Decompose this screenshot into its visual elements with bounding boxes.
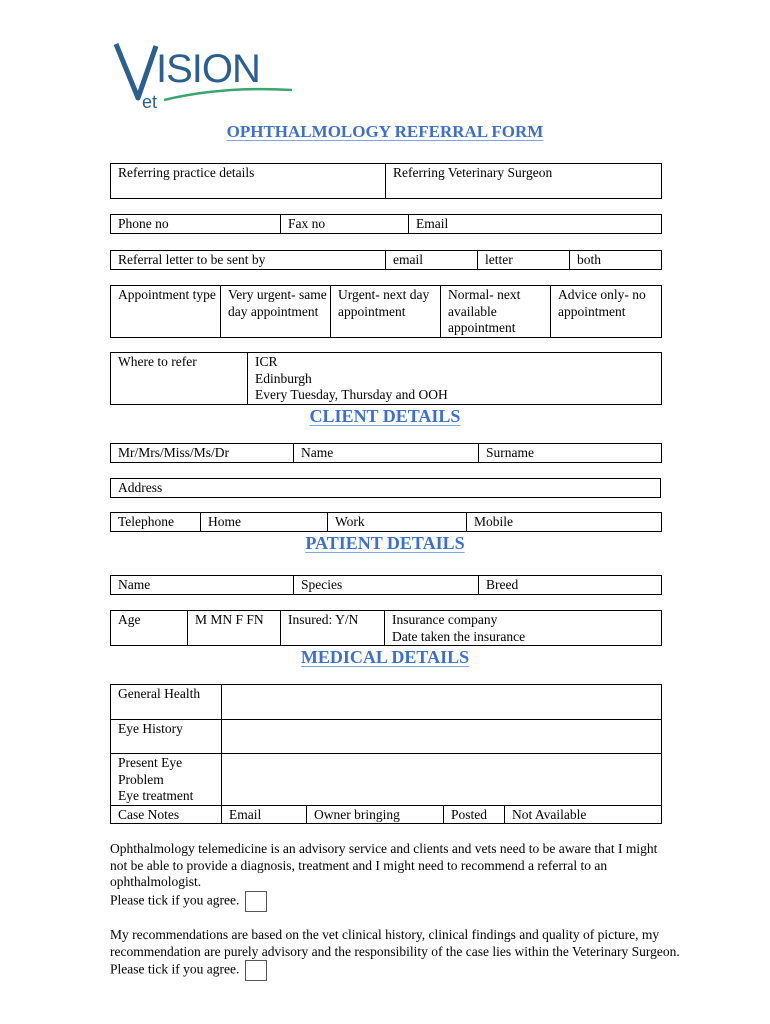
option-email-label: email bbox=[393, 252, 423, 267]
contact-table bbox=[110, 214, 662, 234]
appt-normal[interactable] bbox=[441, 286, 551, 338]
where-line-2: Edinburgh bbox=[255, 370, 312, 386]
patient-sex-field[interactable] bbox=[188, 611, 281, 646]
case-notes-label: Case Notes bbox=[118, 806, 180, 822]
appointment-type-label-cell bbox=[111, 286, 221, 338]
patient-details-heading: PATIENT DETAILS bbox=[305, 533, 465, 553]
letter-option-letter[interactable] bbox=[478, 251, 570, 270]
client-address-table bbox=[110, 478, 661, 498]
client-surname-label: Surname bbox=[486, 445, 534, 460]
medical-table bbox=[110, 684, 662, 824]
letter-label-cell bbox=[111, 251, 386, 270]
home-label: Home bbox=[208, 514, 241, 529]
general-health-label-cell bbox=[111, 685, 222, 720]
client-name-table bbox=[110, 443, 662, 463]
where-value-cell bbox=[248, 353, 662, 405]
tick-label-1: Please tick if you agree. bbox=[110, 892, 240, 908]
client-address-label: Address bbox=[118, 480, 163, 495]
patient-breed-field[interactable] bbox=[479, 576, 662, 595]
patient-age-field[interactable] bbox=[111, 611, 188, 646]
disclaimer-recommendations bbox=[110, 927, 695, 981]
email-field[interactable] bbox=[409, 215, 662, 234]
eye-treatment-label: Eye treatment bbox=[118, 788, 194, 803]
insurance-company-label: Insurance company bbox=[392, 612, 498, 627]
phone-label: Phone no bbox=[118, 216, 169, 231]
where-label-cell bbox=[111, 353, 248, 405]
patient-sex-label: M MN F FN bbox=[195, 612, 264, 627]
telephone-label-cell bbox=[111, 513, 201, 532]
insurance-field[interactable] bbox=[385, 611, 662, 646]
where-to-refer-table bbox=[110, 352, 662, 405]
appt-advice-only[interactable] bbox=[551, 286, 662, 338]
practice-details-field[interactable] bbox=[111, 164, 386, 199]
case-notes-email-label: Email bbox=[229, 806, 262, 822]
practice-details-label: Referring practice details bbox=[118, 165, 255, 180]
client-title-field[interactable] bbox=[111, 444, 294, 463]
agree-checkbox-2[interactable] bbox=[245, 960, 267, 981]
phone-field[interactable] bbox=[111, 215, 281, 234]
tick-label-2: Please tick if you agree. bbox=[110, 961, 240, 977]
work-phone-field[interactable] bbox=[328, 513, 467, 532]
option-both-label: both bbox=[577, 252, 602, 267]
client-details-heading: CLIENT DETAILS bbox=[309, 406, 461, 426]
case-notes-owner-bringing[interactable] bbox=[307, 805, 444, 824]
case-notes-not-available[interactable] bbox=[505, 805, 662, 824]
patient-species-label: Species bbox=[301, 577, 343, 592]
medical-details-heading: MEDICAL DETAILS bbox=[300, 647, 470, 667]
tick-row-1 bbox=[110, 891, 670, 912]
case-notes-posted[interactable] bbox=[444, 805, 505, 824]
patient-age-label: Age bbox=[118, 612, 141, 627]
letter-label: Referral letter to be sent by bbox=[118, 252, 266, 267]
case-notes-label-cell bbox=[111, 805, 222, 824]
patient-name-table bbox=[110, 575, 662, 595]
present-eye-problem-label: Present Eye Problem bbox=[118, 755, 183, 787]
patient-name-label: Name bbox=[118, 577, 151, 592]
appointment-table bbox=[110, 285, 662, 338]
disclaimer-recommendations-text: My recommendations are based on the vet clinical history, clinical findings and quality of picture, my recommendation are purely advisory and the responsibility of the case lies within the Veterinary Surgeon. bbox=[110, 927, 680, 959]
appt-very-urgent-label: Very urgent- same day appointment bbox=[228, 287, 327, 319]
patient-insured-field[interactable] bbox=[281, 611, 385, 646]
appt-normal-label: Normal- next available appointment bbox=[448, 287, 521, 335]
work-label: Work bbox=[335, 514, 365, 529]
client-surname-field[interactable] bbox=[479, 444, 662, 463]
appt-urgent[interactable] bbox=[331, 286, 441, 338]
logo-graphic bbox=[112, 38, 302, 110]
patient-insured-label: Insured: Y/N bbox=[288, 612, 359, 627]
letter-option-email[interactable] bbox=[386, 251, 478, 270]
case-notes-email[interactable] bbox=[222, 805, 307, 824]
vet-surgeon-label: Referring Veterinary Surgeon bbox=[393, 165, 553, 180]
present-eye-problem-label-cell bbox=[111, 754, 222, 806]
case-notes-posted-label: Posted bbox=[451, 806, 488, 822]
where-label: Where to refer bbox=[118, 354, 197, 369]
tick-row-2 bbox=[110, 960, 695, 981]
letter-option-both[interactable] bbox=[570, 251, 662, 270]
client-address-field[interactable] bbox=[111, 479, 661, 498]
eye-history-label-cell bbox=[111, 720, 222, 754]
patient-age-table bbox=[110, 610, 662, 646]
patient-breed-label: Breed bbox=[486, 577, 519, 592]
logo-text-main: ISION bbox=[156, 47, 260, 91]
appt-very-urgent[interactable] bbox=[221, 286, 331, 338]
disclaimer-telemedicine-text: Ophthalmology telemedicine is an advisory service and clients and vets need to be aware that I might not be able to provide a diagnosis, treatment and I might need to recommend a referral to an ophthalmologist. bbox=[110, 841, 658, 889]
referral-letter-table bbox=[110, 250, 662, 270]
patient-species-field[interactable] bbox=[294, 576, 479, 595]
eye-history-field[interactable] bbox=[222, 720, 662, 754]
home-phone-field[interactable] bbox=[201, 513, 328, 532]
logo-text-sub: et bbox=[142, 92, 158, 110]
client-name-label: Name bbox=[301, 445, 334, 460]
email-label: Email bbox=[416, 216, 449, 231]
client-telephone-table bbox=[110, 512, 662, 532]
vet-surgeon-field[interactable] bbox=[386, 164, 662, 199]
disclaimer-telemedicine bbox=[110, 841, 670, 912]
mobile-label: Mobile bbox=[474, 514, 513, 529]
case-notes-owner-label: Owner bringing bbox=[314, 806, 400, 822]
option-letter-label: letter bbox=[485, 252, 513, 267]
appt-advice-label: Advice only- no appointment bbox=[558, 287, 646, 319]
general-health-field[interactable] bbox=[222, 685, 662, 720]
mobile-phone-field[interactable] bbox=[467, 513, 662, 532]
referring-table bbox=[110, 163, 662, 199]
where-line-3: Every Tuesday, Thursday and OOH bbox=[255, 387, 448, 402]
appt-urgent-label: Urgent- next day appointment bbox=[338, 287, 430, 319]
eye-history-label: Eye History bbox=[118, 721, 183, 736]
client-title-label: Mr/Mrs/Miss/Ms/Dr bbox=[118, 445, 230, 460]
agree-checkbox-1[interactable] bbox=[245, 891, 267, 912]
present-eye-problem-field[interactable] bbox=[222, 754, 662, 806]
where-line-1: ICR bbox=[255, 354, 278, 369]
fax-field[interactable] bbox=[281, 215, 409, 234]
fax-label: Fax no bbox=[288, 216, 326, 231]
patient-name-field[interactable] bbox=[111, 576, 294, 595]
insurance-date-label: Date taken the insurance bbox=[392, 628, 526, 644]
case-notes-na-label: Not Available bbox=[512, 806, 587, 822]
client-name-field[interactable] bbox=[294, 444, 479, 463]
appointment-type-label: Appointment type bbox=[118, 287, 216, 302]
telephone-label: Telephone bbox=[118, 514, 175, 529]
general-health-label: General Health bbox=[118, 686, 201, 701]
form-title: OPHTHALMOLOGY REFERRAL FORM bbox=[226, 122, 544, 141]
vision-vet-logo bbox=[112, 38, 302, 110]
